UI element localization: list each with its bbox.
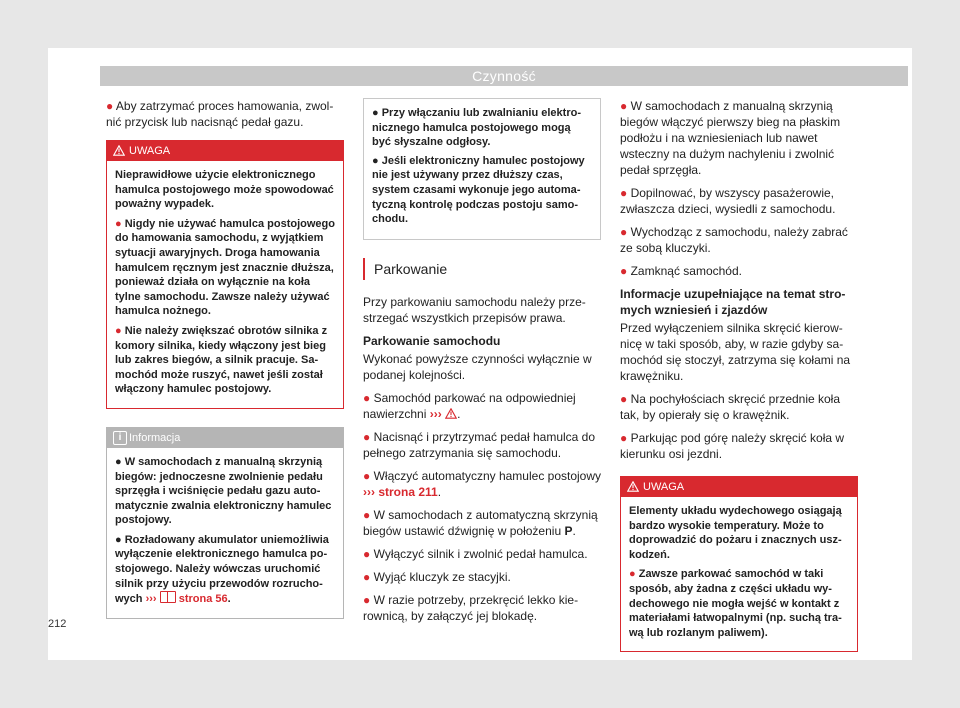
bullet: ● [620, 392, 628, 406]
info-item-text: W samochodach z manualną skrzynią biegów: jednoczesne zwolnienie pedału sprzęgła i wciśnięcie pedału gazu automatycznie zwalnia elektroniczny hamulec postojowy. [115, 455, 332, 527]
info-item-text: Rozładowany akumulator uniemożliwia wyłączenie elektronicznego hamulca postojowego. Należy wówczas uruchomić silnik przy użyciu przewodów rozruchowych [115, 533, 329, 606]
punctuation: . [437, 484, 442, 499]
paragraph: Wykonać powyższe czynności wyłącznie w podanej kolejności. [363, 351, 592, 382]
bullet: ● [363, 390, 371, 405]
bullet: ● [363, 546, 371, 561]
warning-header [107, 141, 343, 161]
list-item [363, 546, 601, 562]
info-item [115, 455, 335, 528]
info-box-continued [363, 98, 601, 240]
bullet: ● [115, 324, 122, 337]
list-item [363, 592, 601, 624]
ref-arrows: ››› [363, 484, 375, 499]
warning-icon [445, 408, 457, 419]
section-title: Parkowanie [363, 258, 601, 280]
list-item [620, 430, 858, 462]
list-item-text: Wychodząc z samochodu, należy zabrać ze sobą kluczyki. [620, 225, 848, 255]
bullet: ● [620, 225, 628, 239]
warning-intro: Nieprawidłowe użycie elektronicznego hamulca postojowego może spowodować poważny wypadek. [115, 169, 334, 211]
info-item-text: Przy włączaniu lub zwalnianiu elektronicznego hamulca postojowego mogą być słyszalne odgłosy. [372, 107, 581, 149]
bullet: ● [363, 429, 371, 444]
warning-item [115, 324, 335, 397]
punctuation: . [457, 406, 461, 421]
warning-intro: Elementy układu wydechowego osiągają bardzo wysokie temperatury. Może to doprowadzić do pożaru i znacznych uszkodzeń. [629, 505, 842, 561]
page-reference-link[interactable]: strona 211 [378, 484, 438, 499]
warning-header [621, 477, 857, 497]
subheading: Informacje uzupełniające na temat stromych wzniesień i zjazdów [620, 287, 846, 317]
list-item [363, 569, 601, 585]
info-item [372, 154, 592, 227]
bullet: ● [363, 569, 371, 584]
list-item-text: Wyłączyć silnik i zwolnić pedał hamulca. [373, 546, 588, 561]
list-item [363, 429, 601, 461]
info-title: Informacja [129, 431, 181, 444]
bullet: ● [115, 217, 122, 230]
warning-body [107, 161, 343, 408]
list-item-text: Parkując pod górę należy skręcić koła w kierunku osi jezdni. [620, 431, 845, 461]
bullet: ● [106, 99, 114, 113]
bullet: ● [372, 154, 379, 167]
ref-arrows: ››› [429, 406, 442, 421]
list-item [620, 185, 858, 217]
warning-title: UWAGA [129, 145, 171, 157]
page-header: Czynność [100, 66, 908, 86]
ref-arrows: ››› [145, 593, 157, 606]
bullet: ● [115, 533, 122, 546]
info-item [115, 533, 335, 607]
paragraph: Przed wyłączeniem silnika skręcić kierownicę w taki sposób, aby, w razie gdyby samochód się stoczył, zatrzyma się kołami na krawężniku. [620, 321, 851, 383]
warning-box [620, 476, 858, 652]
info-body [107, 448, 343, 618]
paragraph-text: Aby zatrzymać proces hamowania, zwolnić przycisk lub nacisnąć pedał gazu. [106, 99, 334, 129]
gear-position: P [564, 523, 573, 538]
list-item-text: Wyjąć kluczyk ze stacyjki. [373, 569, 511, 584]
info-item-text: Jeśli elektroniczny hamulec postojowy nie jest używany przez dłuższy czas, system czasami wykonuje jego automatyczną kontrolę podczas postoju samochodu. [372, 154, 585, 226]
warning-item [629, 567, 849, 640]
paragraph: Przy parkowaniu samochodu należy przestrzegać wszystkich przepisów prawa. [363, 294, 586, 325]
list-item [363, 507, 601, 539]
list-item-text: Włączyć automatyczny hamulec postojowy [373, 468, 602, 483]
list-item [363, 390, 601, 422]
list-item [620, 263, 858, 279]
page-reference-link[interactable]: strona 56 [178, 593, 228, 606]
punctuation: . [572, 523, 576, 538]
list-item-text: W samochodach z manualną skrzynią biegów włączyć pierwszy bieg na płaskim podłożu i na wzniesieniach lub nawet wsteczny na dużym nachyleniu i zwolnić pedał sprzęgła. [620, 99, 841, 177]
bullet: ● [363, 468, 371, 483]
list-item-text: W samochodach z automatyczną skrzynią biegów ustawić dźwignię w położeniu [363, 507, 598, 538]
column-3 [620, 98, 858, 652]
warning-item [115, 217, 335, 319]
bullet: ● [629, 568, 636, 581]
list-item-text: Na pochyłościach skręcić przednie koła tak, by opierały się o krawężnik. [620, 392, 841, 422]
list-item [620, 224, 858, 256]
list-item [620, 391, 858, 423]
bullet: ● [620, 431, 628, 445]
list-item-text: W razie potrzeby, przekręcić lekko kierownicą, by załączyć jej blokadę. [363, 592, 579, 623]
bullet: ● [620, 99, 628, 113]
manual-page [48, 48, 912, 660]
warning-body [621, 497, 857, 651]
warning-icon [627, 481, 639, 492]
bullet: ● [363, 592, 371, 607]
list-item [620, 98, 858, 178]
punctuation: . [227, 593, 231, 606]
info-header [107, 428, 343, 448]
info-icon: i [113, 431, 127, 445]
warning-item-text: Nie należy zwiększać obrotów silnika z komory silnika, kiedy włączony jest bieg lub zakres biegów, a silnik pracuje. Samochód może ruszyć, nawet jeśli został włączony hamulec postojowy. [115, 324, 328, 396]
paragraph [106, 98, 344, 130]
list-item-text: Nacisnąć i przytrzymać pedał hamulca do pełnego zatrzymania się samochodu. [363, 429, 596, 460]
warning-item-text: Nigdy nie używać hamulca postojowego do hamowania samochodu, z wyjątkiem sytuacji awaryjnych. Droga hamowania hamulcem ręcznym jest znacznie dłuższa, ponieważ działa on wyłącznie na koła tylne samochodu. Zawsze należy używać hamulca nożnego. [115, 217, 335, 318]
book-icon [160, 591, 176, 603]
warning-box [106, 140, 344, 409]
warning-icon [113, 145, 125, 156]
info-item [372, 106, 592, 150]
bullet: ● [115, 455, 122, 468]
warning-item-text: Zawsze parkować samochód w taki sposób, aby żadna z części układu wydechowego nie mogła wejść w kontakt z materiałami łatwopalnymi (np. suchą trawą lub rozlanym paliwem). [629, 568, 842, 639]
column-1 [106, 98, 344, 619]
subheading: Parkowanie samochodu [363, 333, 501, 348]
list-item-text: Dopilnować, by wszyscy pasażerowie, zwłaszcza dzieci, wysiedli z samochodu. [620, 186, 836, 216]
info-box [106, 427, 344, 619]
bullet: ● [620, 264, 628, 278]
bullet: ● [372, 107, 379, 119]
list-item [363, 468, 601, 500]
column-2 [363, 98, 601, 631]
page-number: 212 [48, 618, 67, 630]
list-item-text: Zamknąć samochód. [630, 264, 742, 278]
bullet: ● [363, 507, 371, 522]
bullet: ● [620, 186, 628, 200]
warning-title: UWAGA [643, 481, 685, 493]
list-item-text: Samochód parkować na odpowiedniej nawierzchni [363, 390, 576, 421]
